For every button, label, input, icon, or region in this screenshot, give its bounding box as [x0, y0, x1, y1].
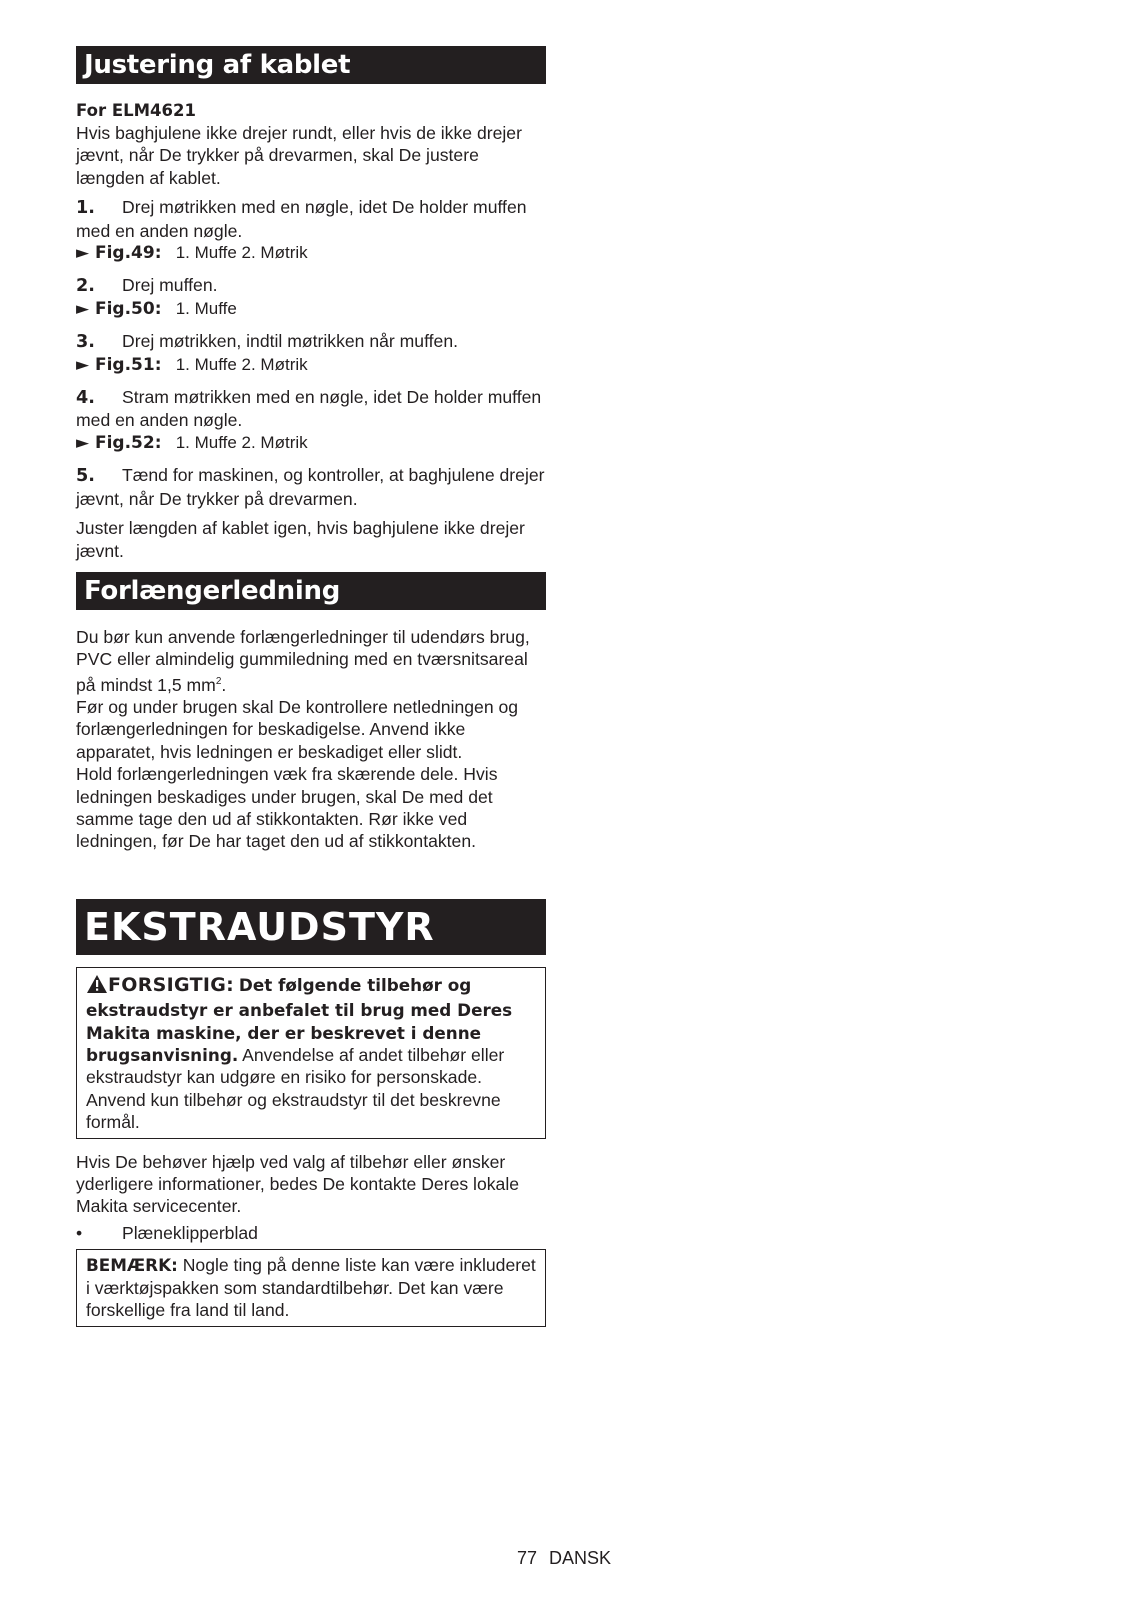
figure-reference	[76, 354, 546, 376]
note-box	[76, 1249, 546, 1326]
step-text: Drej møtrikken med en nøgle, idet De holder muffen med en anden nøgle.	[76, 197, 527, 241]
section-heading-cable-adjustment: Justering af kablet	[76, 46, 546, 84]
extension-cord-para-3: Hold forlængerledningen væk fra skærende dele. Hvis ledningen beskadiges under brugen, skal De med det samme tage den ud af stikkontakten. Rør ikke ved ledningen, før De har taget den ud af stikkontakten.	[76, 764, 498, 852]
superscript-2: 2	[215, 675, 222, 687]
figure-label: ► Fig.51:	[76, 354, 162, 375]
step-number: 2.	[76, 276, 95, 297]
step-5	[76, 464, 546, 510]
figure-reference	[76, 298, 546, 320]
figure-parts: 1. Muffe 2. Møtrik	[175, 354, 308, 374]
language-label: DANSK	[549, 1548, 612, 1568]
extension-cord-para-2: Før og under brugen skal De kontrollere netledningen og forlængerledningen for beskadigelse. Anvend ikke apparatet, hvis ledningen er beskadiget eller slidt.	[76, 696, 519, 762]
step-text: Drej møtrikken, indtil møtrikken når muffen.	[122, 331, 458, 352]
section-heading-extension-cord: Forlængerledning	[76, 572, 546, 610]
step-4	[76, 386, 546, 432]
section-heading-accessories: EKSTRAUDSTYR	[76, 899, 546, 955]
step-3	[76, 330, 546, 353]
note-text: Nogle ting på denne liste kan være inkluderet i værktøjspakken som standardtilbehør. Det kan være forskellige fra land til land.	[86, 1255, 536, 1321]
caution-box	[76, 967, 546, 1139]
figure-label: ► Fig.50:	[76, 298, 162, 319]
figure-parts: 1. Muffe 2. Møtrik	[175, 243, 308, 263]
note-label: BEMÆRK:	[86, 1255, 178, 1276]
extension-cord-text: Du bør kun anvende forlængerledninger til udendørs brug, PVC eller almindelig gummiledning med en tværsnitsareal på mindst 1,5 mm	[76, 626, 530, 695]
model-subheading: For ELM4621	[76, 101, 196, 120]
caution-text: Anvendelse af andet tilbehør eller ekstraudstyr kan udgøre en risiko for personskade. Anvend kun tilbehør og ekstraudstyr til det beskrevne formål.	[86, 1045, 505, 1133]
step-text: Stram møtrikken med en nøgle, idet De holder muffen med en anden nøgle.	[76, 387, 542, 431]
page-footer	[0, 1548, 1128, 1569]
step-text: Tænd for maskinen, og kontroller, at baghjulene drejer jævnt, når De trykker på drevarmen.	[76, 465, 545, 509]
extension-cord-para-1	[76, 626, 546, 696]
step-1	[76, 196, 546, 242]
warning-triangle-icon	[86, 974, 108, 999]
figure-reference	[76, 242, 546, 264]
caution-label: FORSIGTIG:	[108, 973, 234, 996]
step-number: 5.	[76, 466, 95, 487]
bullet-marker: •	[76, 1222, 83, 1243]
period: .	[221, 674, 227, 695]
figure-reference	[76, 432, 546, 454]
page-number: 77	[516, 1548, 537, 1568]
cable-outro-text: Juster længden af kablet igen, hvis baghjulene ikke drejer jævnt.	[76, 518, 525, 561]
figure-parts: 1. Muffe	[175, 298, 237, 318]
caution-bold-text: Det følgende tilbehør og ekstraudstyr er anbefalet til brug med Deres Makita maskine, der er beskrevet i denne brugsanvisning.	[86, 974, 513, 1066]
cable-intro-text: Hvis baghjulene ikke drejer rundt, eller hvis de ikke drejer jævnt, når De trykker på drevarmen, skal De justere længden af kablet.	[76, 123, 522, 188]
step-number: 4.	[76, 388, 95, 409]
step-2	[76, 274, 546, 297]
help-text: Hvis De behøver hjælp ved valg af tilbehør eller ønsker yderligere informationer, bedes De kontakte Deres lokale Makita servicecenter.	[76, 1151, 520, 1217]
figure-label: ► Fig.52:	[76, 432, 162, 453]
accessory-item-label: Plæneklipperblad	[122, 1222, 258, 1243]
figure-label: ► Fig.49:	[76, 243, 162, 264]
step-number: 1.	[76, 198, 95, 219]
content-column	[76, 46, 546, 1327]
step-text: Drej muffen.	[122, 275, 218, 296]
accessory-list-item	[76, 1222, 546, 1244]
figure-parts: 1. Muffe 2. Møtrik	[175, 432, 308, 452]
step-number: 3.	[76, 332, 95, 353]
